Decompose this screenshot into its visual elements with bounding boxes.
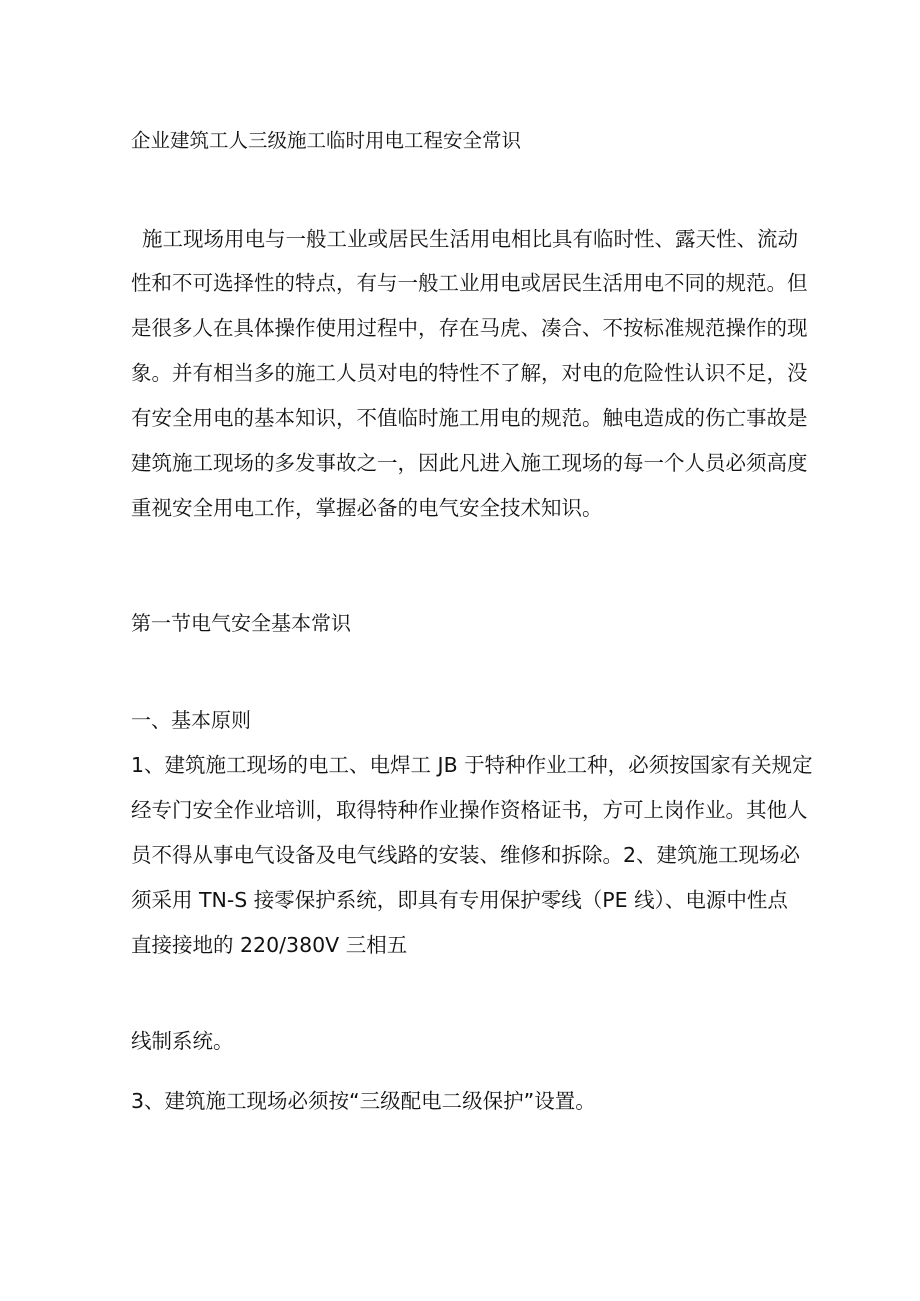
body-line-3: 员不得从事电气设备及电气线路的安装、维修和拆除。2、建筑施工现场必 xyxy=(131,843,801,867)
intro-line-3: 是很多人在具体操作使用过程中，存在马虎、凑合、不按标准规范操作的现 xyxy=(131,316,808,340)
intro-line-2: 性和不可选择性的特点，有与一般工业用电或居民生活用电不同的规范。但 xyxy=(131,271,808,295)
intro-line-6: 建筑施工现场的多发事故之一，因此凡进入施工现场的每一个人员必须高度 xyxy=(131,451,808,475)
intro-line-1: 施工现场用电与一般工业或居民生活用电相比具有临时性、露天性、流动 xyxy=(142,227,798,251)
body-line-4: 须采用 TN-S 接零保护系统，即具有专用保护零线（PE 线）、电源中性点 xyxy=(131,888,788,912)
body-line-6: 线制系统。 xyxy=(131,1029,234,1053)
intro-line-4: 象。并有相当多的施工人员对电的特性不了解，对电的危险性认识不足，没 xyxy=(131,361,808,385)
body-line-2: 经专门安全作业培训，取得特种作业操作资格证书，方可上岗作业。其他人 xyxy=(131,798,808,822)
section-heading: 第一节电气安全基本常识 xyxy=(131,611,351,635)
subsection-heading: 一、基本原则 xyxy=(131,708,251,732)
body-line-5: 直接接地的 220/380V 三相五 xyxy=(131,933,408,957)
document-title: 企业建筑工人三级施工临时用电工程安全常识 xyxy=(131,129,522,152)
body-line-7: 3、建筑施工现场必须按“三级配电二级保护”设置。 xyxy=(131,1089,596,1113)
body-line-1: 1、建筑施工现场的电工、电焊工 JB 于特种作业工种，必须按国家有关规定 xyxy=(131,753,813,777)
intro-line-5: 有安全用电的基本知识，不值临时施工用电的规范。触电造成的伤亡事故是 xyxy=(131,406,808,430)
intro-line-7: 重视安全用电工作，掌握必备的电气安全技术知识。 xyxy=(131,496,603,520)
